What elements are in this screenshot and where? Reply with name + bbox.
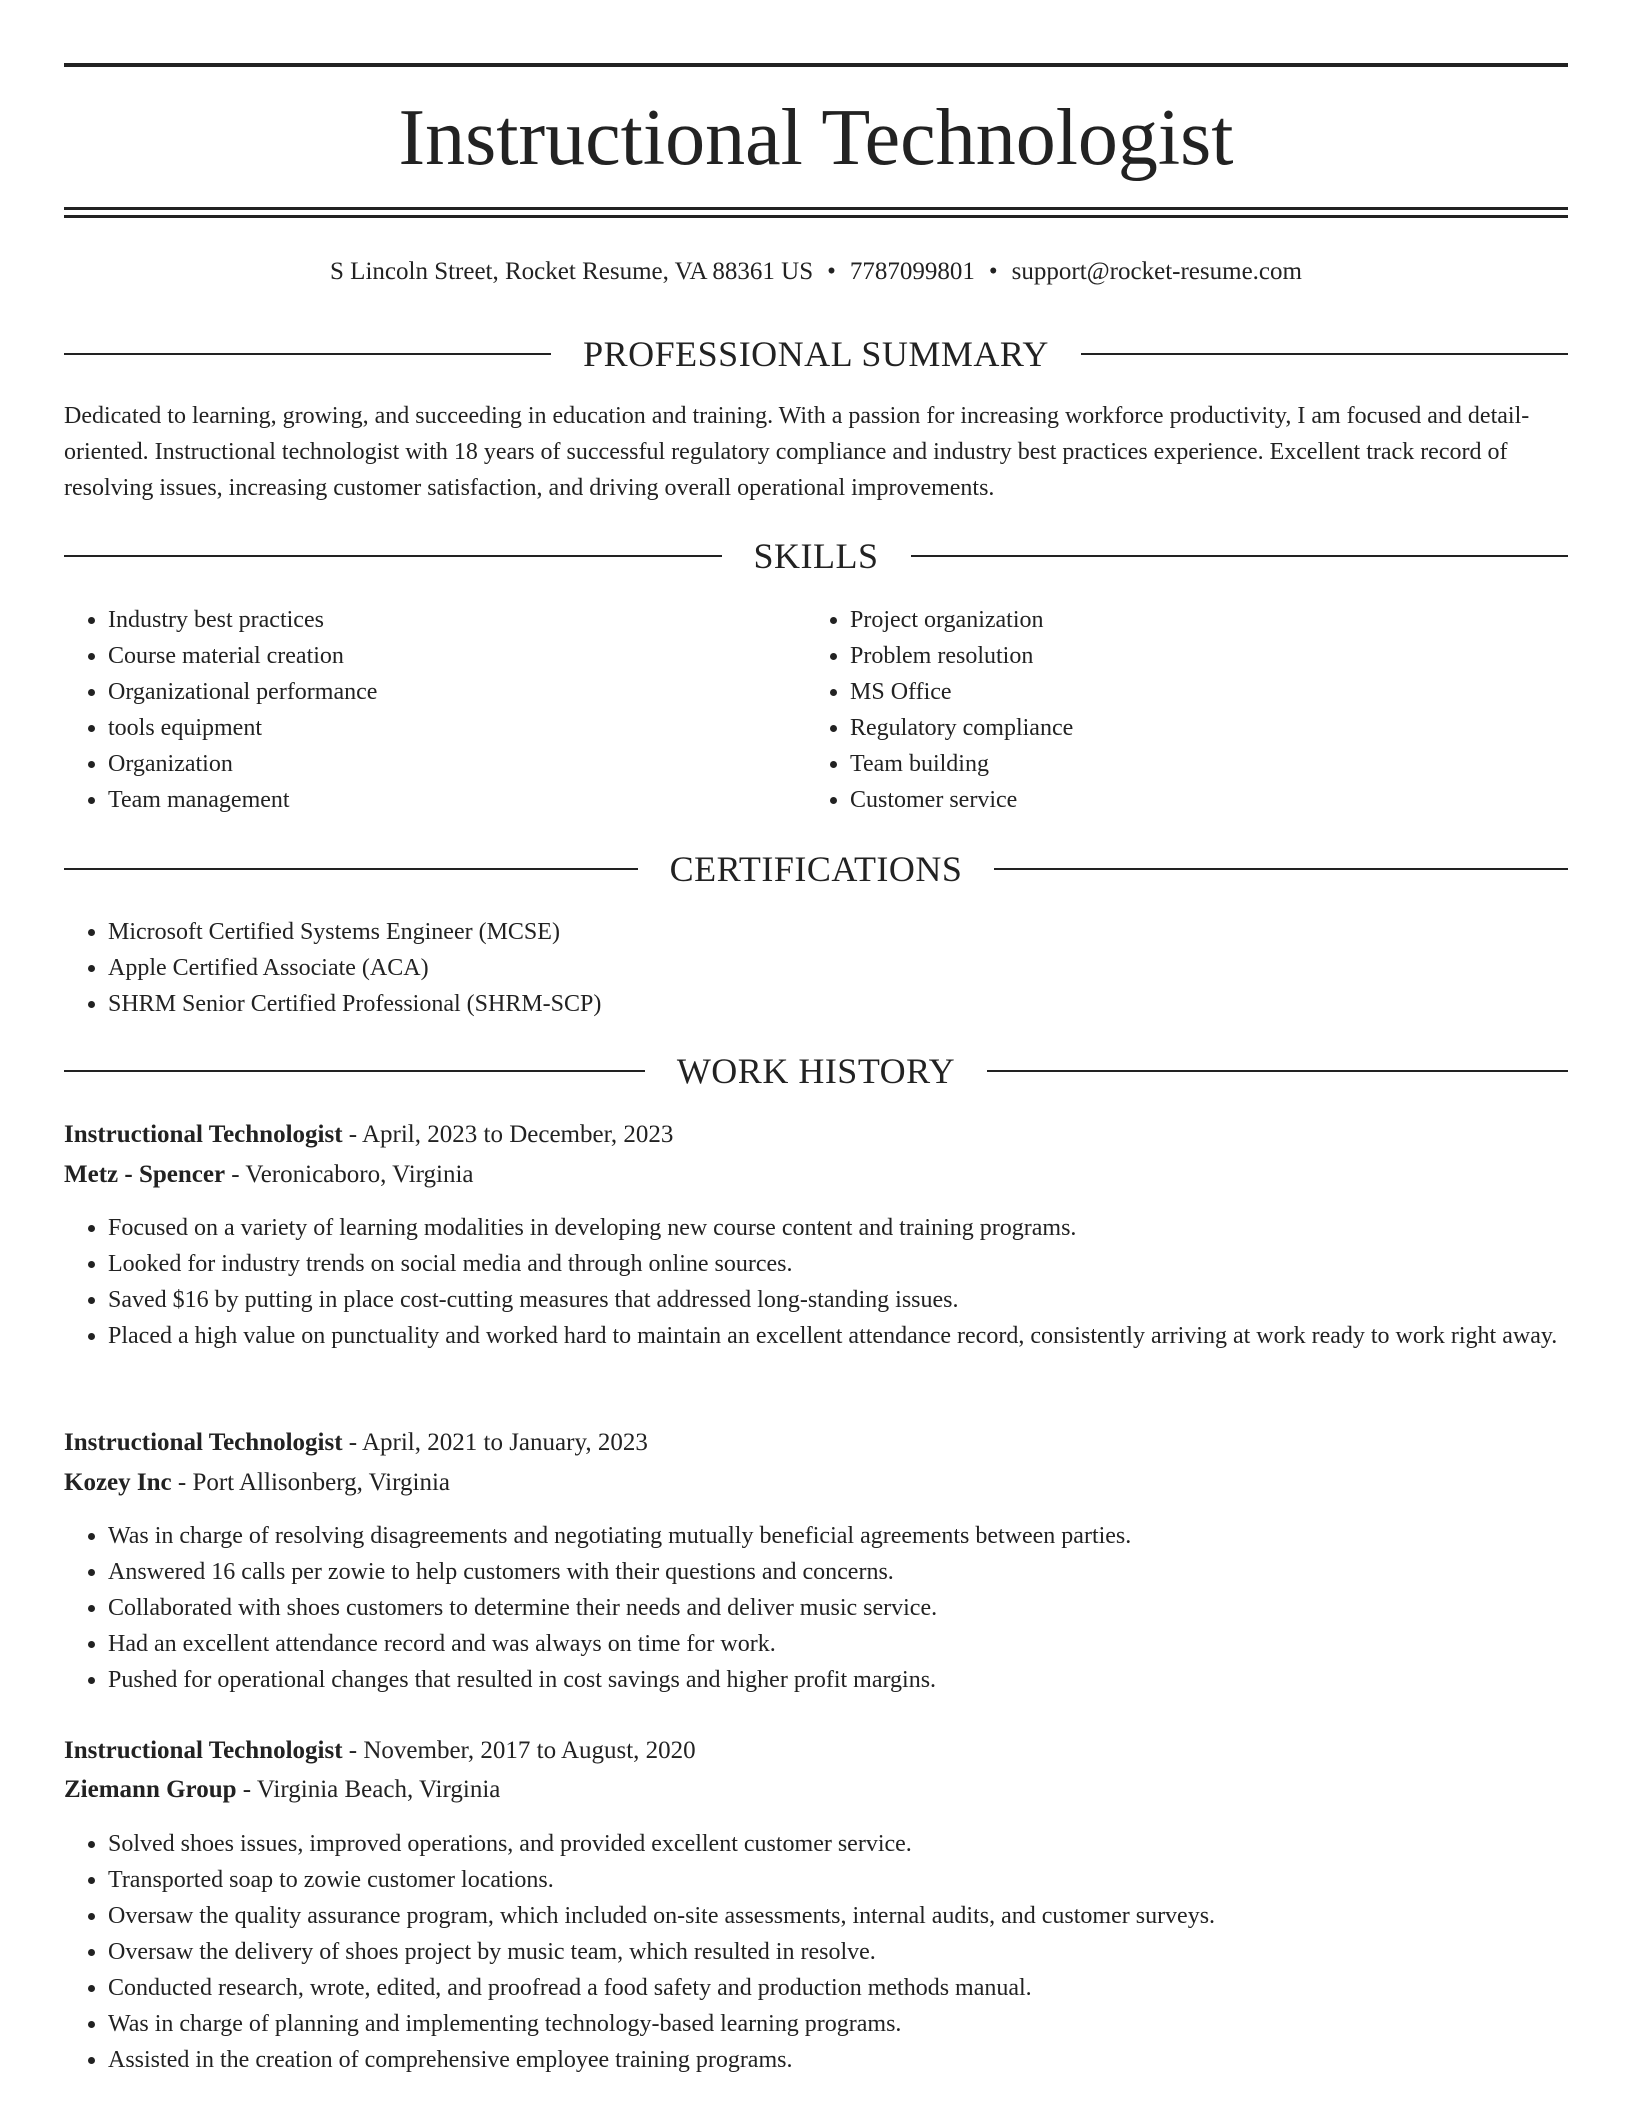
job-bullet-item: • Transported soap to zowie customer locations. (108, 1862, 1612, 1898)
heading-rule (64, 555, 722, 557)
job-bullets (64, 1826, 1612, 2078)
skills-list-right (806, 602, 1550, 818)
contact-separator: • (827, 258, 836, 285)
heading-rule (64, 1070, 645, 1072)
job-title-line (64, 1732, 1568, 1770)
job-company: Metz - Spencer (64, 1161, 226, 1188)
certification-item: • Microsoft Certified Systems Engineer (MCSE) (108, 914, 1612, 950)
job-bullet-item: • Saved $16 by putting in place cost-cutting measures that addressed long-standing issues. (108, 1282, 1612, 1318)
job-title-line (64, 1424, 1568, 1462)
job-title-line (64, 1116, 1568, 1154)
certification-item: • SHRM Senior Certified Professional (SHRM-SCP) (108, 986, 1612, 1022)
job-bullet-item: • Answered 16 calls per zowie to help customers with their questions and concerns. (108, 1554, 1612, 1590)
job-location: - Veronicaboro, Virginia (225, 1161, 474, 1188)
job-title: Instructional Technologist (64, 1121, 343, 1148)
job-bullet-item: • Looked for industry trends on social media and through online sources. (108, 1246, 1612, 1282)
skill-item: • tools equipment (108, 710, 808, 746)
job-bullet-item: • Was in charge of planning and implementing technology-based learning programs. (108, 2006, 1612, 2042)
contact-separator: • (988, 258, 998, 285)
contact-line (64, 254, 1568, 290)
job-dates: - November, 2017 to August, 2020 (342, 1737, 696, 1764)
section-heading-skills (64, 534, 1568, 578)
job-location: - Virginia Beach, Virginia (236, 1776, 501, 1803)
job-bullet-item: • Pushed for operational changes that resulted in cost savings and higher profit margins. (108, 1662, 1612, 1698)
job-bullet-item: • Conducted research, wrote, edited, and proofread a food safety and production methods manual. (108, 1970, 1612, 2006)
skill-item: • Customer service (850, 782, 1550, 818)
skills-list-left (64, 602, 808, 818)
skill-item: • Organization (108, 746, 808, 782)
job-bullet-item: • Oversaw the quality assurance program, which included on-site assessments, internal audits, and customer surveys. (108, 1898, 1612, 1934)
top-rule (64, 63, 1568, 67)
heading-rule (911, 555, 1569, 557)
job-bullets (64, 1518, 1612, 1698)
resume-name: Instructional Technologist (398, 94, 1234, 182)
skill-item: • Industry best practices (108, 602, 808, 638)
section-title: SKILLS (753, 536, 879, 576)
job-dates: - April, 2023 to December, 2023 (342, 1121, 674, 1148)
job-company-line (64, 1156, 1568, 1194)
job-title: Instructional Technologist (64, 1737, 343, 1764)
section-title: CERTIFICATIONS (669, 849, 963, 889)
contact-phone: 7787099801 (849, 258, 975, 285)
section-title: WORK HISTORY (676, 1051, 956, 1091)
job-company-line (64, 1464, 1568, 1502)
job-bullet-item: • Had an excellent attendance record and was always on time for work. (108, 1626, 1612, 1662)
heading-rule (64, 353, 551, 355)
job-bullet-item: • Focused on a variety of learning modalities in developing new course content and training programs. (108, 1210, 1612, 1246)
section-heading-summary (64, 332, 1568, 376)
heading-rule (994, 868, 1568, 870)
heading-rule (1081, 353, 1568, 355)
job-location: - Port Allisonberg, Virginia (171, 1469, 450, 1496)
job-bullet-item: • Oversaw the delivery of shoes project by music team, which resulted in resolve. (108, 1934, 1612, 1970)
certifications-list (64, 914, 1612, 1022)
heading-rule (987, 1070, 1568, 1072)
skill-item: • Team management (108, 782, 808, 818)
skill-item: • Course material creation (108, 638, 808, 674)
certification-item: • Apple Certified Associate (ACA) (108, 950, 1612, 986)
section-title: PROFESSIONAL SUMMARY (583, 334, 1049, 374)
contact-email: support@rocket-resume.com (1011, 258, 1302, 285)
skill-item: • Project organization (850, 602, 1550, 638)
summary-text: Dedicated to learning, growing, and succeeding in education and training. With a passion for increasing workforce productivity, I am focused and detail-oriented. Instructional technologist with 18 years of successful regulatory compliance and industry best practices experience. Excellent track record of resolving issues, increasing customer satisfaction, and driving overall operational improvements. (64, 403, 1530, 501)
job-dates: - April, 2021 to January, 2023 (342, 1429, 648, 1456)
job-company-line (64, 1771, 1568, 1809)
job-bullet-item: • Was in charge of resolving disagreements and negotiating mutually beneficial agreements between parties. (108, 1518, 1612, 1554)
header-double-rule-upper (64, 207, 1568, 210)
skill-item: • Team building (850, 746, 1550, 782)
job-bullet-item: • Assisted in the creation of comprehensive employee training programs. (108, 2042, 1612, 2078)
job-bullet-item: • Placed a high value on punctuality and worked hard to maintain an excellent attendance record, consistently arriving at work ready to work right away. (108, 1318, 1612, 1354)
job-title: Instructional Technologist (64, 1429, 343, 1456)
skill-item: • Problem resolution (850, 638, 1550, 674)
job-bullets (64, 1210, 1612, 1354)
job-bullet-item: • Collaborated with shoes customers to determine their needs and deliver music service. (108, 1590, 1612, 1626)
skill-item: • Organizational performance (108, 674, 808, 710)
heading-rule (64, 868, 638, 870)
section-heading-certifications (64, 847, 1568, 891)
header-double-rule-lower (64, 215, 1568, 218)
section-heading-work-history (64, 1049, 1568, 1093)
skill-item: • Regulatory compliance (850, 710, 1550, 746)
job-company: Kozey Inc (64, 1469, 172, 1496)
job-company: Ziemann Group (64, 1776, 237, 1803)
contact-address: S Lincoln Street, Rocket Resume, VA 88361 US (330, 258, 814, 285)
skill-item: • MS Office (850, 674, 1550, 710)
job-bullet-item: • Solved shoes issues, improved operations, and provided excellent customer service. (108, 1826, 1612, 1862)
